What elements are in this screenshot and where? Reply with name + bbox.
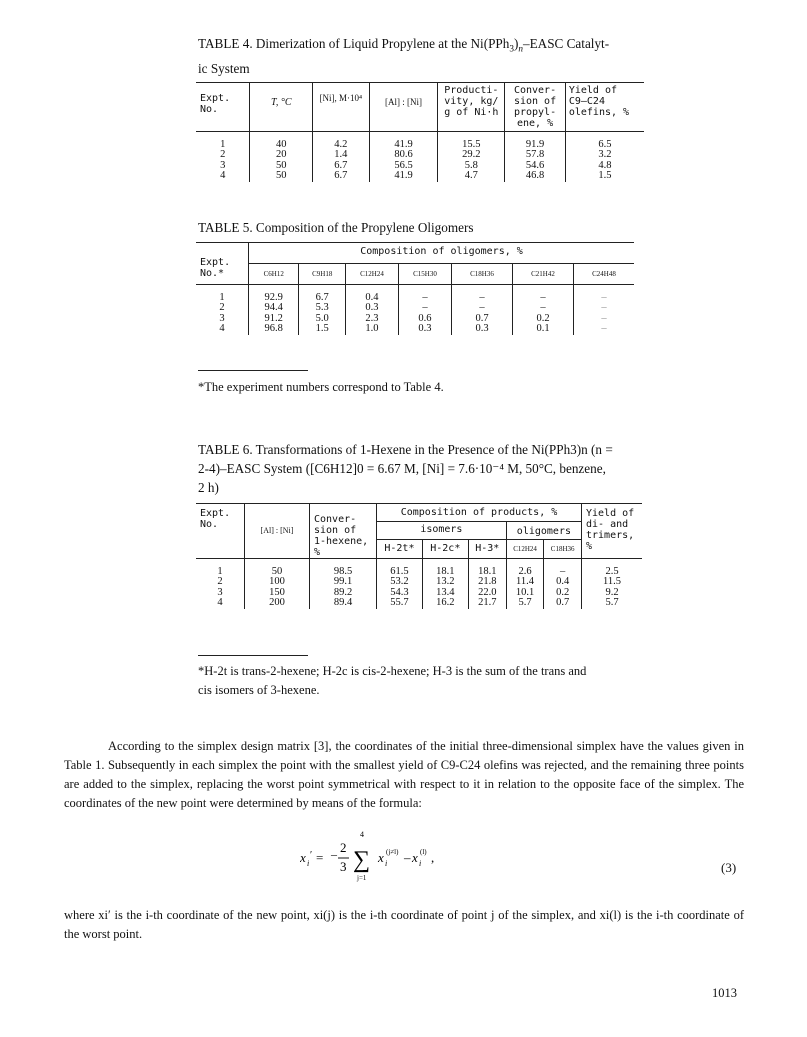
table-row: 2 20 1.4 80.6 29.2 57.8 3.2 [196, 150, 644, 161]
table5-caption: TABLE 5. Composition of the Propylene Oligomers [198, 220, 474, 235]
table6-col-c12: C12H24 [506, 540, 544, 559]
table4-header-expt: Expt. No. [196, 83, 250, 132]
table5-header-expt: Expt. No.* [196, 243, 249, 285]
table6-footnote-rule [198, 655, 308, 656]
table6-header-isomers: isomers [377, 522, 507, 540]
svg-text:′: ′ [310, 850, 313, 861]
table6 [196, 503, 642, 609]
table5-col-c15: C15H30 [398, 264, 451, 285]
table-row: 3 150 89.2 54.3 13.4 22.0 10.1 0.2 9.2 [196, 588, 642, 599]
page-number: 1013 [712, 986, 737, 1000]
table6-header-conversion: Conver- sion of 1-hexene, % [310, 504, 377, 559]
table-row: 3 91.2 5.0 2.3 0.6 0.7 0.2 – [196, 314, 634, 325]
table-row: 2 100 99.1 53.2 13.2 21.8 11.4 0.4 11.5 [196, 577, 642, 588]
table4-header-alni: [Al] : [Ni] [369, 83, 438, 132]
body-paragraph-2: where xi′ is the i-th coordinate of the new point, xi(j) is the i-th coordinate of point j of the simplex, and xi(l) is the i-th coordinate of the worst point. [64, 908, 744, 941]
table4-header-row [196, 83, 644, 132]
table-row: 1 50 98.5 61.5 18.1 18.1 2.6 – 2.5 [196, 567, 642, 578]
table5-footnote-rule [198, 370, 308, 371]
table6-header-yield: Yield of di- and trimers, % [586, 508, 635, 552]
table6-header-oligomers: oligomers [506, 522, 581, 540]
table6-caption: TABLE 6. Transformations of 1-Hexene in the Presence of the Ni(PPh3)n (n = 2-4)–EASC System ([C6H12]0 = 6.67 M, [Ni] = 7.6·10⁻⁴ M, 50°C, benzene, 2 h) [198, 442, 613, 495]
svg-text:3: 3 [340, 859, 347, 874]
table4-header-productivity: Producti- vity, kg/ g of Ni·h [438, 83, 505, 132]
table4-header-yield: Yield of C9–C24 olefins, % [568, 85, 630, 118]
svg-text:x: x [378, 850, 384, 865]
svg-text:(l): (l) [420, 848, 427, 856]
table4-header-conversion: Conver- sion of propyl- ene, % [505, 83, 566, 132]
body-paragraph-1: According to the simplex design matrix [3], the coordinates of the initial three-dimensional simplex have the values given in Table 1. Subsequently in each simplex the point with the smallest yield of C9-C24 olefins was rejected, and the remaining three points are added to the simplex, replacing the worst point symmetrical with respect to it in relation to the opposite face of the simplex. The coordinates of the new point were determined by means of the formula: [64, 739, 744, 810]
svg-text:4: 4 [360, 830, 364, 839]
svg-text:i: i [385, 859, 388, 868]
svg-text:–: – [331, 847, 337, 861]
table-row: 4 96.8 1.5 1.0 0.3 0.3 0.1 – [196, 324, 634, 335]
table-row: 2 94.4 5.3 0.3 – – – – [196, 303, 634, 314]
table6-header-composition: Composition of products, % [377, 504, 582, 522]
table6-footnote: *H-2t is trans-2-hexene; H-2c is cis-2-hexene; H-3 is the sum of the trans and cis isomers of 3-hexene. [198, 664, 587, 697]
table6-col-h2t: H-2t* [377, 540, 423, 559]
table6-col-h2c: H-2c* [422, 540, 468, 559]
equation-3 [300, 828, 500, 888]
table6-col-h3: H-3* [468, 540, 506, 559]
svg-text:(j≠l): (j≠l) [386, 848, 399, 856]
table-row: 4 50 6.7 41.9 4.7 46.8 1.5 [196, 171, 644, 182]
svg-text:,: , [431, 850, 435, 865]
svg-text:–: – [404, 850, 411, 865]
svg-text:∑: ∑ [353, 847, 371, 873]
table4-header-t: T, °C [250, 83, 313, 132]
table6-header-alni: [Al] : [Ni] [245, 504, 310, 559]
svg-text:2: 2 [340, 840, 347, 855]
table-row: 1 92.9 6.7 0.4 – – – – [196, 293, 634, 304]
svg-text:x: x [412, 850, 418, 865]
table-row: 4 200 89.4 55.7 16.2 21.7 5.7 0.7 5.7 [196, 598, 642, 609]
table5-col-c18: C18H36 [452, 264, 513, 285]
svg-text:i: i [419, 859, 422, 868]
table-row: 1 40 4.2 41.9 15.5 91.9 6.5 [196, 140, 644, 151]
table5 [196, 242, 634, 335]
table5-col-c24: C24H48 [592, 270, 616, 278]
table6-header-expt: Expt. No. [196, 504, 245, 559]
table4-header-ni: [Ni], M·10⁴ [313, 83, 370, 132]
table6-col-c18: C18H36 [544, 540, 582, 559]
table5-col-c12: C12H24 [346, 264, 399, 285]
table5-footnote: *The experiment numbers correspond to Table 4. [198, 380, 444, 394]
equation-3-graphic [300, 828, 500, 888]
svg-text:j=1: j=1 [357, 874, 367, 882]
svg-text:x: x [300, 850, 306, 865]
svg-text:=: = [316, 850, 324, 865]
table5-col-c21: C21H42 [513, 264, 574, 285]
table5-col-c6: C6H12 [249, 264, 299, 285]
table4-caption: TABLE 4. Dimerization of Liquid Propylene at the $Ni(PPh_3)_n$–EASC Catalyt- ic System [198, 36, 610, 76]
svg-text:i: i [307, 859, 310, 868]
equation-number: (3) [721, 860, 737, 875]
table4 [196, 82, 644, 182]
table-row: 3 50 6.7 56.5 5.8 54.6 4.8 [196, 161, 644, 172]
table5-col-c9: C9H18 [299, 264, 346, 285]
table5-group-header: Composition of oligomers, % [249, 243, 635, 264]
